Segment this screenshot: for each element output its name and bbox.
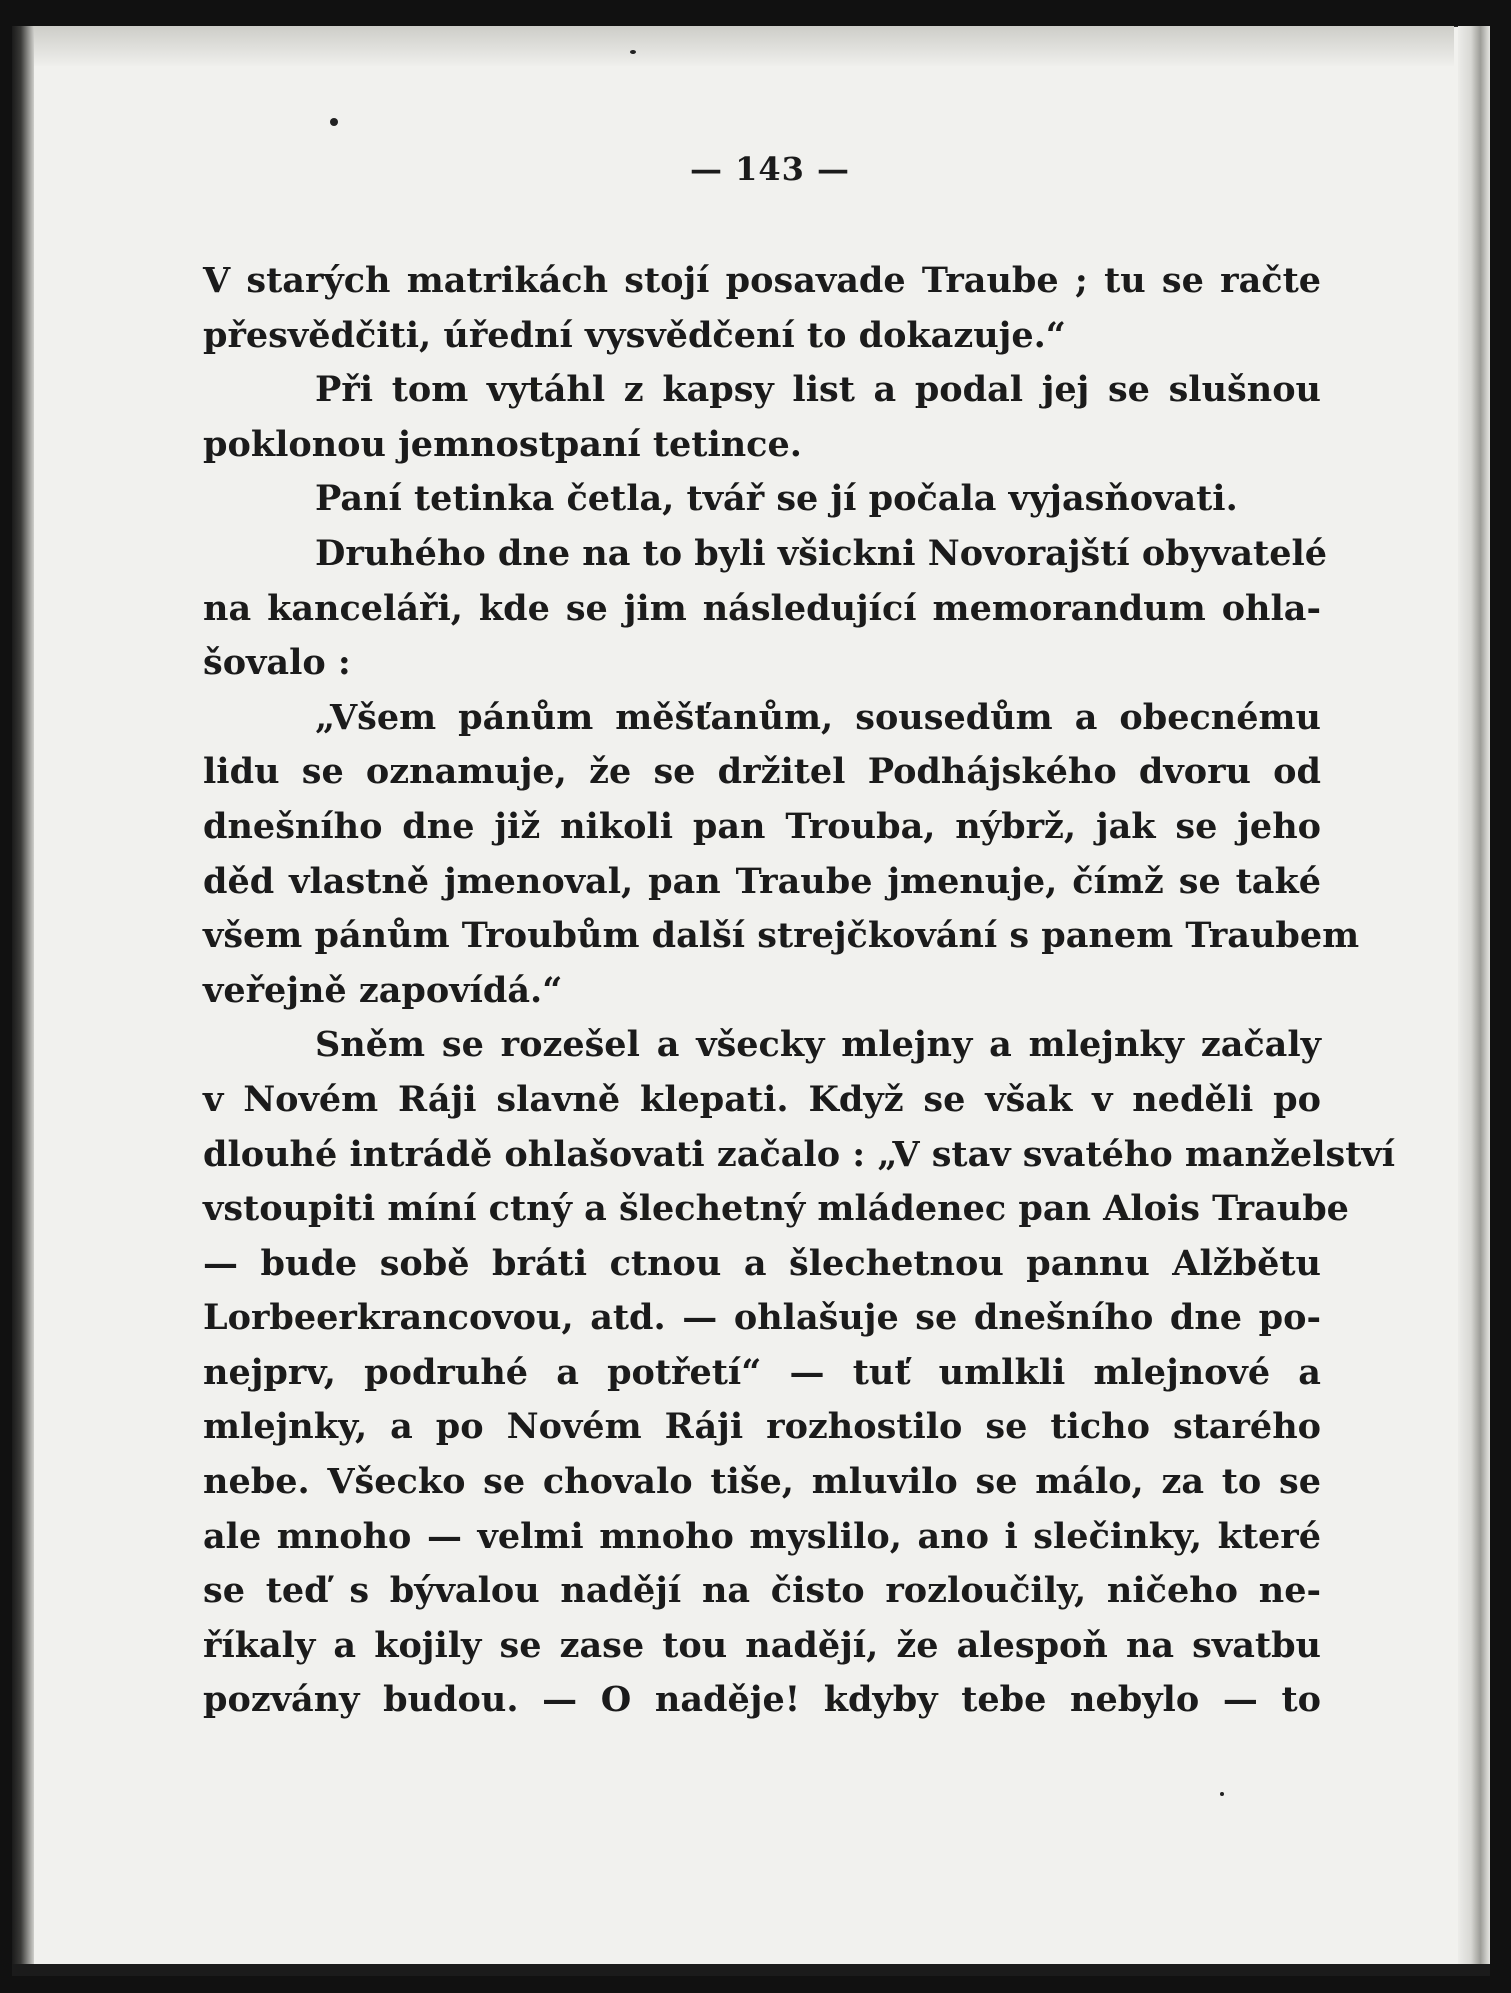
text-line: šovalo : [203, 642, 351, 684]
body-text [203, 254, 1395, 1728]
text-line: ale mnoho — velmi mnoho myslilo, ano i slečinky, které [203, 1515, 1321, 1557]
text-line: Při tom vytáhl z kapsy list a podal jej se slušnou [315, 369, 1321, 411]
text-line: dlouhé intrádě ohlašovati začalo : „V stav svatého manželství [203, 1133, 1395, 1175]
text-line: nejprv, podruhé a potřetí“ — tuť umlkli mlejnové a [203, 1351, 1321, 1393]
page-bottom-border [12, 1964, 1490, 1976]
text-line: pozvány budou. — O naděje! kdyby tebe nebylo — to [203, 1679, 1321, 1721]
text-line: říkaly a kojily se zase tou nadějí, že alespoň na svatbu [203, 1624, 1321, 1666]
page-binding-shadow [12, 26, 34, 1976]
page-right-edge [1458, 26, 1490, 1976]
text-line: „Všem pánům měšťanům, sousedům a obecnému [315, 696, 1321, 738]
text-line: Druhého dne na to byli všickni Novorajští obyvatelé [315, 532, 1328, 574]
ink-speck [330, 118, 338, 126]
text-line: nebe. Všecko se chovalo tiše, mluvilo se málo, za to se [203, 1461, 1321, 1503]
text-line: Lorbeerkrancovou, atd. — ohlašuje se dnešního dne po- [203, 1297, 1321, 1339]
ink-speck [1220, 1792, 1224, 1796]
text-line: Sněm se rozešel a všecky mlejny a mlejnky začaly [315, 1024, 1321, 1066]
ink-speck [630, 50, 636, 54]
text-line: přesvědčiti, úřední vysvědčení to dokazuje.“ [203, 314, 1066, 356]
text-line: Paní tetinka četla, tvář se jí počala vyjasňovati. [315, 478, 1238, 520]
text-line: poklonou jemnostpaní tetince. [203, 423, 802, 465]
page-number: — 143 — [689, 150, 851, 188]
text-line: všem pánům Troubům další strejčkování s panem Traubem [203, 915, 1360, 957]
page-top-shadow [34, 26, 1454, 66]
text-line: lidu se oznamuje, že se držitel Podhájského dvoru od [203, 751, 1321, 793]
text-line: na kanceláři, kde se jim následující memorandum ohla- [203, 587, 1321, 629]
text-line: dnešního dne již nikoli pan Trouba, nýbrž, jak se jeho [203, 805, 1321, 847]
text-line: vstoupiti míní ctný a šlechetný mládenec pan Alois Traube [203, 1188, 1349, 1230]
text-line: se teď s bývalou nadějí na čisto rozloučily, ničeho ne- [203, 1570, 1321, 1612]
text-line: v Novém Ráji slavně klepati. Když se však v neděli po [203, 1078, 1321, 1120]
text-line: mlejnky, a po Novém Ráji rozhostilo se ticho starého [203, 1406, 1321, 1448]
text-line: veřejně zapovídá.“ [203, 969, 563, 1011]
text-line: V starých matrikách stojí posavade Traube ; tu se račte [203, 260, 1321, 301]
text-line: děd vlastně jmenoval, pan Traube jmenuje, čímž se také [203, 860, 1321, 902]
text-line: — bude sobě bráti ctnou a šlechetnou pannu Alžbětu [203, 1242, 1321, 1284]
